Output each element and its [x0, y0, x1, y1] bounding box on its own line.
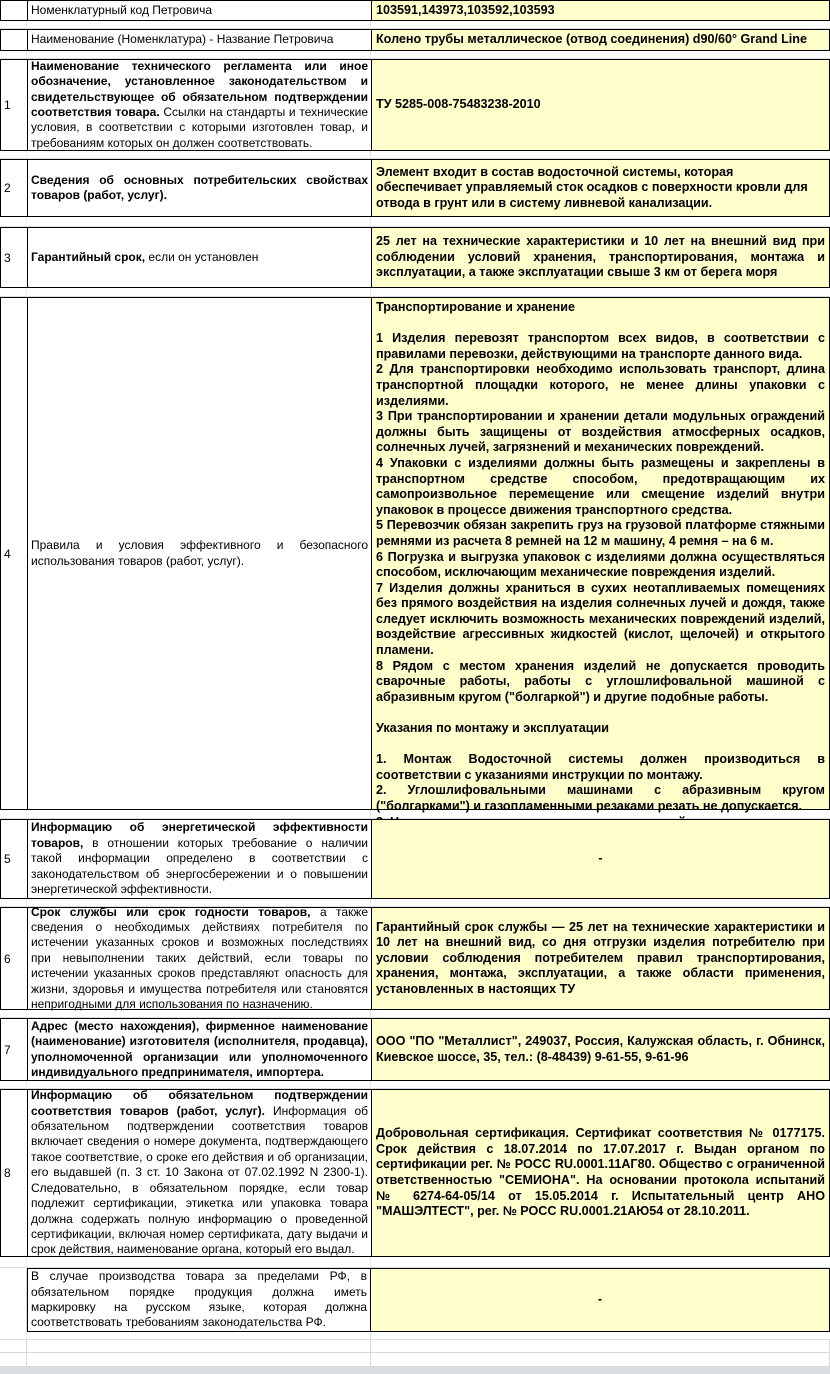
value-cell	[372, 298, 829, 813]
spacer-number-cell	[0, 21, 27, 28]
spacer-number-cell	[0, 151, 27, 158]
value-line: Колено трубы металлическое (отвод соединения) d90/60° Grand Line	[376, 32, 807, 47]
value-line: 103591,143973,103592,103593	[376, 2, 555, 17]
value-line	[376, 705, 825, 721]
value-line: Гарантийный срок службы — 25 лет на технические характеристики и 10 лет на внешний вид, со дня отгрузки изделия потребителю при условии соблюдения потребителем правил транспортирования, хранения, монтажа, эксплуатации, а также области применения, установленных в настоящих ТУ	[376, 919, 825, 996]
value-line	[376, 316, 825, 332]
spacer-value-cell	[371, 1081, 830, 1088]
row-number-cell	[0, 1268, 27, 1332]
label-cell	[28, 1019, 372, 1080]
spacer-value-cell	[371, 217, 830, 226]
spacer-row	[0, 1010, 830, 1018]
row-number-cell	[1, 60, 28, 150]
spacer-number-cell	[0, 217, 27, 226]
warranty-period-row	[0, 227, 830, 288]
row-number: 3	[4, 250, 11, 265]
label-cell	[28, 1, 372, 20]
value-line: 8 Рядом с местом хранения изделий не допускается проводить сварочные работы, работы с углошлифовальной машиной с абразивным кругом ("болгаркой") и другие подобные работы.	[376, 658, 825, 704]
value-cell	[372, 1019, 829, 1080]
spacer-value-cell	[371, 288, 830, 296]
spacer-label-cell	[27, 51, 371, 58]
value-line: -	[597, 1292, 603, 1307]
manufacturer-address-row	[0, 1018, 830, 1081]
label-cell	[28, 1090, 372, 1256]
label-text: В случае производства товара за пределами РФ, в обязательном порядке продукция должна иметь маркировку на русском языке, которая должна соответствовать требованиям законодательства РФ.	[31, 1269, 367, 1330]
spacer-label-cell	[27, 151, 371, 158]
value-line: Элемент входит в состав водосточной системы, которая обеспечивает управляемый сток осадков с поверхности кровли для отвода в грунт или в систему ливневой канализации.	[376, 164, 812, 210]
row-number-cell	[1, 30, 28, 50]
row-number: 1	[4, 98, 11, 112]
spacer-value-cell	[371, 810, 830, 818]
spacer-value-cell	[371, 1332, 830, 1339]
label-cell	[28, 1269, 371, 1331]
label-bold-text: Гарантийный срок,	[31, 249, 149, 264]
value-line: Транспортирование и хранение	[376, 300, 575, 314]
value-cell	[372, 160, 829, 216]
spacer-number-cell	[0, 51, 27, 58]
row-number-cell	[1, 160, 28, 216]
value-line: ООО "ПО "Металлист", 249037, Россия, Калужская область, г. Обнинск, Киевское шоссе, 35, тел.: (8-48439) 9-61-55, 9-61-96	[376, 1033, 825, 1064]
usage-rules-row	[0, 297, 830, 813]
value-line: 25 лет на технические характеристики и 10 лет на внешний вид при соблюдении условий хранения, транспортирования, монтажа и эксплуатации, а также эксплуатации свыше 3 км от берега моря	[376, 234, 825, 280]
row-number-cell	[1, 1019, 28, 1080]
label-bold-text: Срок службы или срок годности товаров,	[31, 904, 320, 919]
label-bold-text: Информацию об энергетической эффективности товаров,	[31, 820, 368, 850]
value-line: 3 При транспортировании и хранении детали модульных ограждений должны быть защищены от воздействия атмосферных осадков, солнечных лучей, загрязнений и механических повреждений.	[376, 409, 825, 455]
value-line: Добровольная сертификация. Сертификат соответствия № 0177175. Срок действия с 18.07.2014 по 17.07.2017 г. Выдан органом по сертификации рег. № РОСС RU.0001.11АГ80. Общество с ограниченной ответственностью "СЕМИОНА". На основании протокола испытаний № 6274-64-05/14 от 15.05.2014 г. Испытательный центр АНО "МАШЭЛТЕСТ", рег. № РОСС RU.0001.21АЮ54 от 28.10.2011.	[376, 1126, 825, 1219]
spacer-row	[0, 21, 830, 29]
value-line: ТУ 5285-008-75483238-2010	[376, 97, 541, 112]
value-line: 6 Погрузка и выгрузка упаковок с изделиями должна осуществляться способом, исключающим механические повреждения изделий.	[376, 549, 825, 580]
row-number-cell	[1, 228, 28, 287]
label-bold-text: Информацию об обязательном подтверждении соответствия товаров (работ, услуг).	[31, 1088, 368, 1118]
spacer-label-cell	[27, 1010, 371, 1017]
value-cell	[372, 60, 829, 150]
spacer-label-cell	[27, 1081, 371, 1088]
row-number: 5	[4, 852, 11, 866]
label-text: а также сведения о необходимых действиях потребителя по истечении указанных сроков и возможных последствиях при невыполнении таких действий, если товары по истечении указанных сроков представляют опасность для жизни, здоровья и имущества потребителя или становятся непригодными для использования по назначению.	[31, 904, 369, 1012]
value-line: -	[598, 851, 603, 866]
value-line: 2 Для транспортировки необходимо использовать транспорт, длина транспортной площадки которого, не менее длины упаковки с изделиями.	[376, 362, 825, 408]
spacer-label-cell	[27, 217, 371, 226]
empty-row	[0, 1340, 830, 1353]
spacer-value-cell	[371, 51, 830, 58]
service-life-row	[0, 904, 830, 1012]
value-line: 4 Упаковки с изделиями должны быть размещены и закреплены в транспортном средстве способом, предотвращающим их самопроизвольное перемещение или смещение изделий внутри упаковок в процессе движения транспортного средства.	[376, 455, 825, 517]
value-cell	[371, 1269, 829, 1331]
spacer-number-cell	[0, 288, 27, 296]
row-number-cell	[1, 820, 28, 898]
spacer-label-cell	[27, 1332, 371, 1339]
consumer-properties-row	[0, 159, 830, 217]
label-cell	[28, 298, 372, 809]
foreign-production-row	[0, 1268, 830, 1332]
empty-label-cell	[27, 1340, 371, 1352]
row-number: 6	[4, 951, 11, 966]
value-cell	[372, 820, 829, 898]
conformity-confirmation-row	[0, 1089, 830, 1257]
spacer-row	[0, 217, 830, 227]
spacer-number-cell	[0, 1332, 27, 1339]
spacer-label-cell	[27, 810, 371, 818]
spacer-row	[0, 288, 830, 297]
label-bold-text: Наименование технического регламента или иное обозначение, установленное законодательством и свидетельствующее об обязательном подтверждении соответствия товара.	[31, 58, 368, 119]
spacer-number-cell	[0, 1010, 27, 1017]
empty-row	[0, 1353, 830, 1367]
label-cell	[28, 160, 372, 216]
row-number-cell	[1, 1090, 28, 1256]
value-cell	[372, 1090, 829, 1256]
empty-number-cell	[0, 1340, 27, 1352]
value-cell	[372, 228, 829, 287]
spacer-row	[0, 810, 830, 819]
spacer-value-cell	[371, 1010, 830, 1017]
value-cell	[372, 1, 829, 20]
label-text: Наименование (Номенклатура) - Название Петровича	[31, 32, 334, 47]
row-number-cell	[1, 1, 28, 20]
spacer-row	[0, 151, 830, 159]
empty-value-cell	[371, 1340, 830, 1352]
spacer-label-cell	[27, 288, 371, 296]
energy-efficiency-row	[0, 819, 830, 899]
spacer-label-cell	[27, 21, 371, 28]
value-cell	[372, 908, 829, 1009]
label-cell	[28, 30, 372, 50]
value-line: 1 Изделия перевозят транспортом всех видов, в соответствии с правилами перевозки, действующими на транспорте данного вида.	[376, 331, 825, 361]
spacer-row	[0, 1332, 830, 1340]
label-text: Ссылки на стандарты и технические условия, в соответствии с которыми изготовлен товар, и требованиям которых он должен соответствовать.	[31, 105, 368, 150]
label-cell	[28, 820, 372, 898]
value-line: 5 Перевозчик обязан закрепить груз на грузовой платформе стяжными ремнями из расчета 8 ремней на 12 м машину, 4 ремня – на 6 м.	[376, 518, 825, 548]
spacer-value-cell	[371, 899, 830, 906]
spacer-label-cell	[27, 1257, 371, 1267]
label-cell	[28, 228, 372, 287]
row-number-cell	[1, 298, 28, 809]
label-bold-text: Сведения об основных потребительских свойствах товаров (работ, услуг).	[31, 172, 368, 202]
row-number: 7	[4, 1042, 11, 1057]
empty-number-cell	[0, 1353, 27, 1366]
window-edge-strip	[0, 1367, 830, 1374]
bordered-cells-box	[27, 1268, 830, 1332]
value-line: 7 Изделия должны храниться в сухих неотапливаемых помещениях без прямого воздействия на изделия солнечных лучей и дождя, также следует исключить возможность механических повреждений изделий, воздействие агрессивных жидкостей (кислот, щелочей) и открытого пламени.	[376, 580, 825, 658]
tech-regulation-row	[0, 59, 830, 151]
row-number-cell	[1, 908, 28, 1009]
spacer-value-cell	[371, 151, 830, 158]
label-bold-text: Адрес (место нахождения), фирменное наименование (наименование) изготовителя (исполнителя, продавца), уполномоченной организации или уполномоченного индивидуального предпринимателя, импортера.	[31, 1018, 368, 1079]
label-text: Номенклатурный код Петровича	[31, 2, 213, 17]
label-cell	[28, 904, 372, 1012]
label-text: Правила и условия эффективного и безопасного использования товаров (работ, услуг).	[31, 538, 368, 568]
row-number: 2	[4, 181, 11, 195]
spacer-value-cell	[371, 21, 830, 28]
spacer-number-cell	[0, 1257, 27, 1267]
nomenclature-code-row	[0, 0, 830, 21]
empty-label-cell	[27, 1353, 371, 1366]
value-line: Указания по монтажу и эксплуатации	[376, 721, 609, 736]
label-cell	[28, 60, 372, 150]
spacer-value-cell	[371, 1257, 830, 1267]
label-text: в отношении которых требование о наличии такой информации определено в соответствии с законодательством об энергосбережении и о повышении энергетической эффективности.	[31, 835, 368, 897]
spacer-number-cell	[0, 1081, 27, 1088]
spacer-number-cell	[0, 810, 27, 818]
spacer-number-cell	[0, 899, 27, 906]
spacer-row	[0, 1257, 830, 1268]
empty-value-cell	[371, 1353, 830, 1366]
value-line	[376, 737, 825, 753]
value-line: 1. Монтаж Водосточной системы должен производиться в соответствии с указаниями инструкции по монтажу.	[376, 752, 825, 782]
row-number: 8	[4, 1166, 11, 1180]
value-cell	[372, 30, 829, 50]
nomenclature-name-row	[0, 29, 830, 51]
label-text: Информация об обязательном подтверждении соответствия товаров включает сведения о номере документа, подтверждающего такое соответствие, о сроке его действия и об организации, его выдавшей (п. 3 ст. 10 Закона от 07.02.1992 N 2300-1). Следовательно, в обязательном порядке, если товар подлежит сертификации, этикетка или упаковка товара должна содержать полную информацию о проведенной сертификации, включая номер сертификата, дату выдачи и срок действия, наименование органа, который его выдал.	[31, 1103, 368, 1257]
value-line: 2. Углошлифовальными машинами с абразивным кругом ("болгарками") и газопламенными резаками резать не допускается.	[376, 783, 825, 813]
label-text: если он установлен	[148, 249, 259, 264]
row-number: 4	[4, 546, 11, 561]
